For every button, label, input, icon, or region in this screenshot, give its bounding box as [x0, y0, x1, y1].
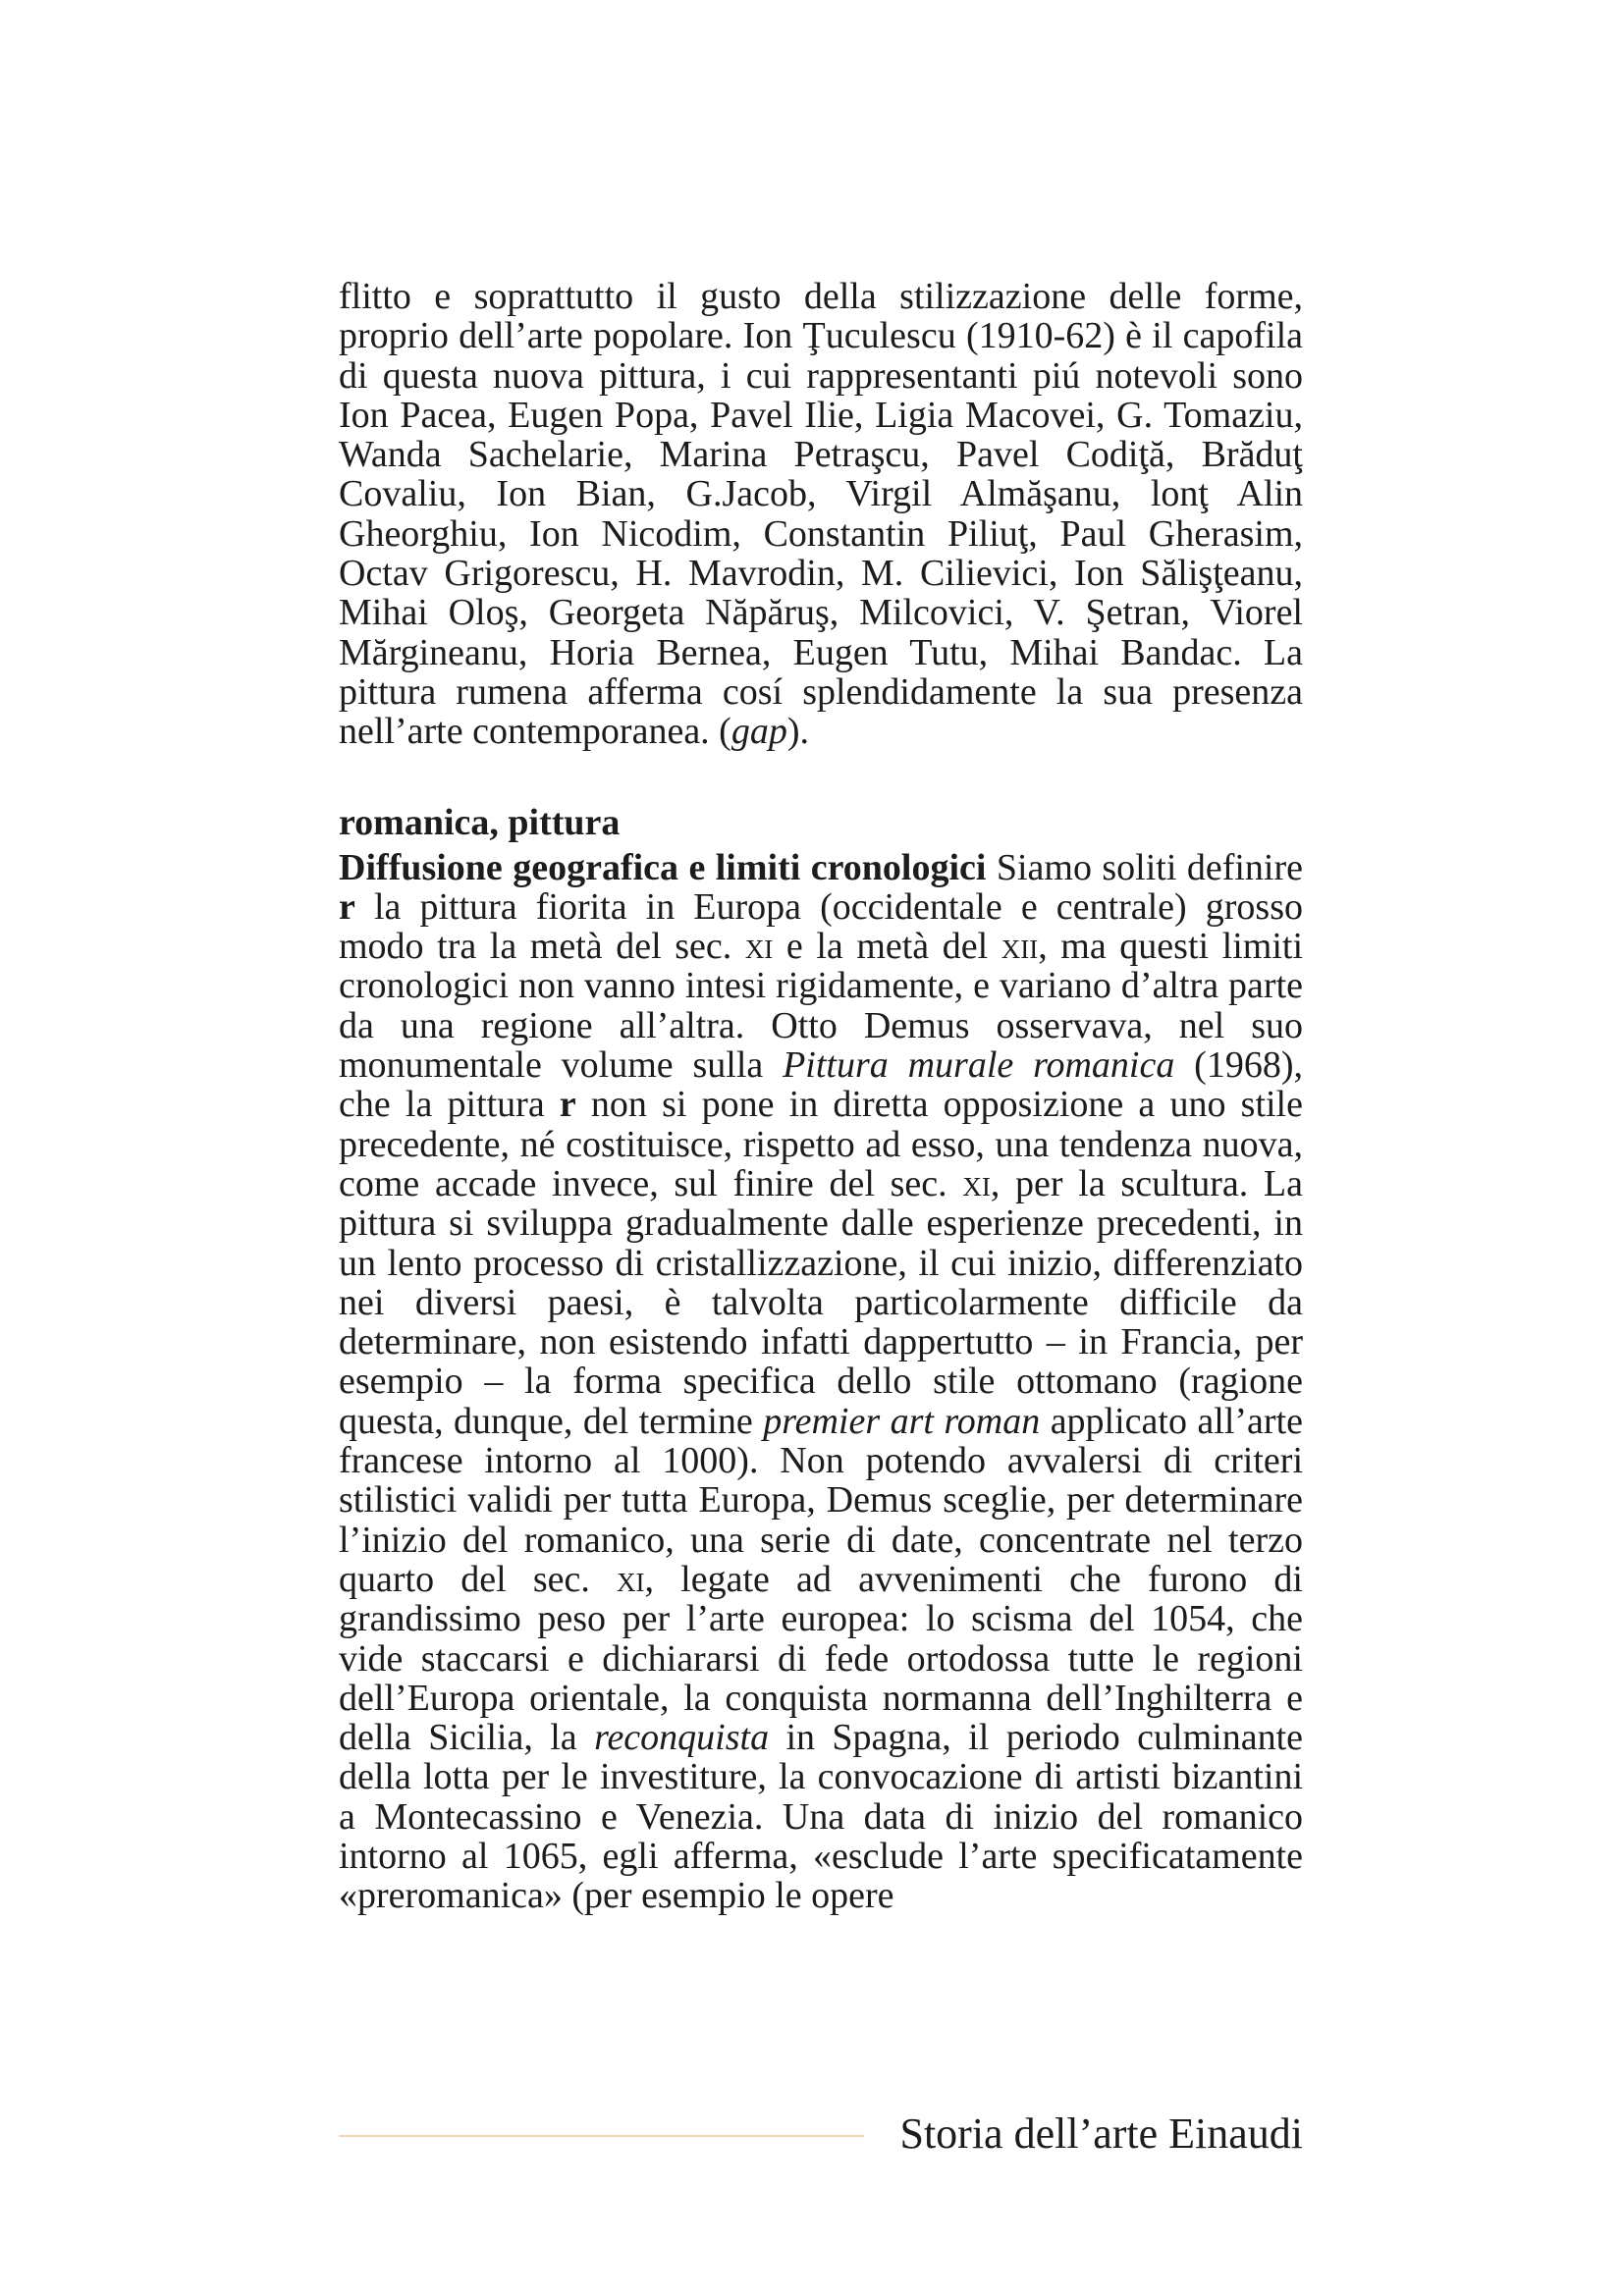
entry-abbreviation: r: [339, 885, 355, 928]
century-numeral: xi: [617, 1558, 645, 1600]
footer-rule: [339, 2135, 864, 2137]
entry-text: Siamo soliti definire: [986, 846, 1303, 888]
entry-text: e la metà del: [773, 926, 1001, 968]
previous-entry-text-end: ).: [786, 711, 809, 753]
previous-entry-text: flitto e soprattutto il gusto della stilizzazione delle forme, proprio dell’arte popolare. Ion Ţuculescu (1910-62) è il capofila di questa nuova pittura, i cui rappresentanti piú notevoli sono Ion Pacea, Eugen Popa, Pavel Ilie, Ligia Macovei, G. Tomaziu, Wanda Sachelarie, Marina Petraşcu, Pavel Codiţă, Brăduţ Covaliu, Ion Bian, G.Jacob, Virgil Almăşanu, lonţ Alin Gheorghiu, Ion Nicodim, Constantin Piliuţ, Paul Gherasim, Octav Grigorescu, H. Mavrodin, M. Cilievici, Ion Sălişţeanu, Mihai Oloş, Georgeta Năpăruş, Milcovici, V. Şetran, Viorel Mărgineanu, Horia Bernea, Eugen Tutu, Mihai Bandac. La pittura rumena afferma cosí splendidamente la sua presenza nell’arte contemporanea. (: [339, 276, 1303, 753]
entry-text: non si pone in diretta opposizione a uno stile precedente, né costituisce, rispetto ad esso, una tendenza nuova, come accade invece, sul finire del sec.: [339, 1084, 1303, 1204]
entry-title: romanica, pittura: [339, 801, 621, 843]
entry-paragraph: [339, 848, 1303, 1916]
entry-text: in Spagna, il periodo culminante della lotta per le investiture, la convocazione di artisti bizantini a Montecassino e Venezia. Una data di inizio del romanico intorno al 1065, egli afferma, «esclude l’arte specificatamente «preromanica» (per esempio le opere: [339, 1717, 1303, 1917]
previous-entry-paragraph: [339, 277, 1303, 752]
book-title: Pittura murale romanica: [783, 1044, 1175, 1087]
entry-text: applicato all’arte francese intorno al 1000). Non potendo avvalersi di criteri stilistici validi per tutta Europa, Demus sceglie, per determinare l’inizio del romanico, una serie di date, concentrate nel terzo quarto del sec.: [339, 1400, 1303, 1600]
entry-text: , ma questi limiti cronologici non vanno intesi rigidamente, e variano d’altra parte da una regione all’altra. Otto Demus osservava, nel suo monumentale volume sulla: [339, 926, 1303, 1087]
author-initials: gap: [730, 711, 787, 753]
footer-label: Storia dell’arte Einaudi: [899, 2109, 1303, 2158]
text-column: [339, 277, 1303, 1916]
century-numeral: xii: [1001, 926, 1039, 968]
entry-abbreviation: r: [559, 1084, 576, 1126]
italic-term: reconquista: [594, 1717, 770, 1759]
entry-text: , per la scultura. La pittura si sviluppa gradualmente dalle esperienze precedenti, in un lento processo di cristallizzazione, il cui inizio, differenziato nei diversi paesi, è talvolta particolarmente difficile da determinare, non esistendo infatti dappertutto – in Francia, per esempio – la forma specifica dello stile ottomano (ragione questa, dunque, del termine: [339, 1162, 1304, 1442]
century-numeral: xi: [744, 926, 774, 968]
century-numeral: xi: [962, 1162, 991, 1204]
section-title: Diffusione geografica e limiti cronologici: [339, 846, 987, 888]
italic-term: premier art roman: [763, 1400, 1041, 1442]
entry-text: , legate ad avvenimenti che furono di grandissimo peso per l’arte europea: lo scisma del 1054, che vide staccarsi e dichiararsi di fede ortodossa tutte le regioni dell’Europa orientale, la conquista normanna dell’Inghilterra e della Sicilia, la: [339, 1558, 1303, 1759]
entry-text: la pittura fiorita in Europa (occidentale e centrale) grosso modo tra la metà del sec.: [339, 885, 1303, 968]
entry-text: (1968), che la pittura: [339, 1044, 1303, 1126]
